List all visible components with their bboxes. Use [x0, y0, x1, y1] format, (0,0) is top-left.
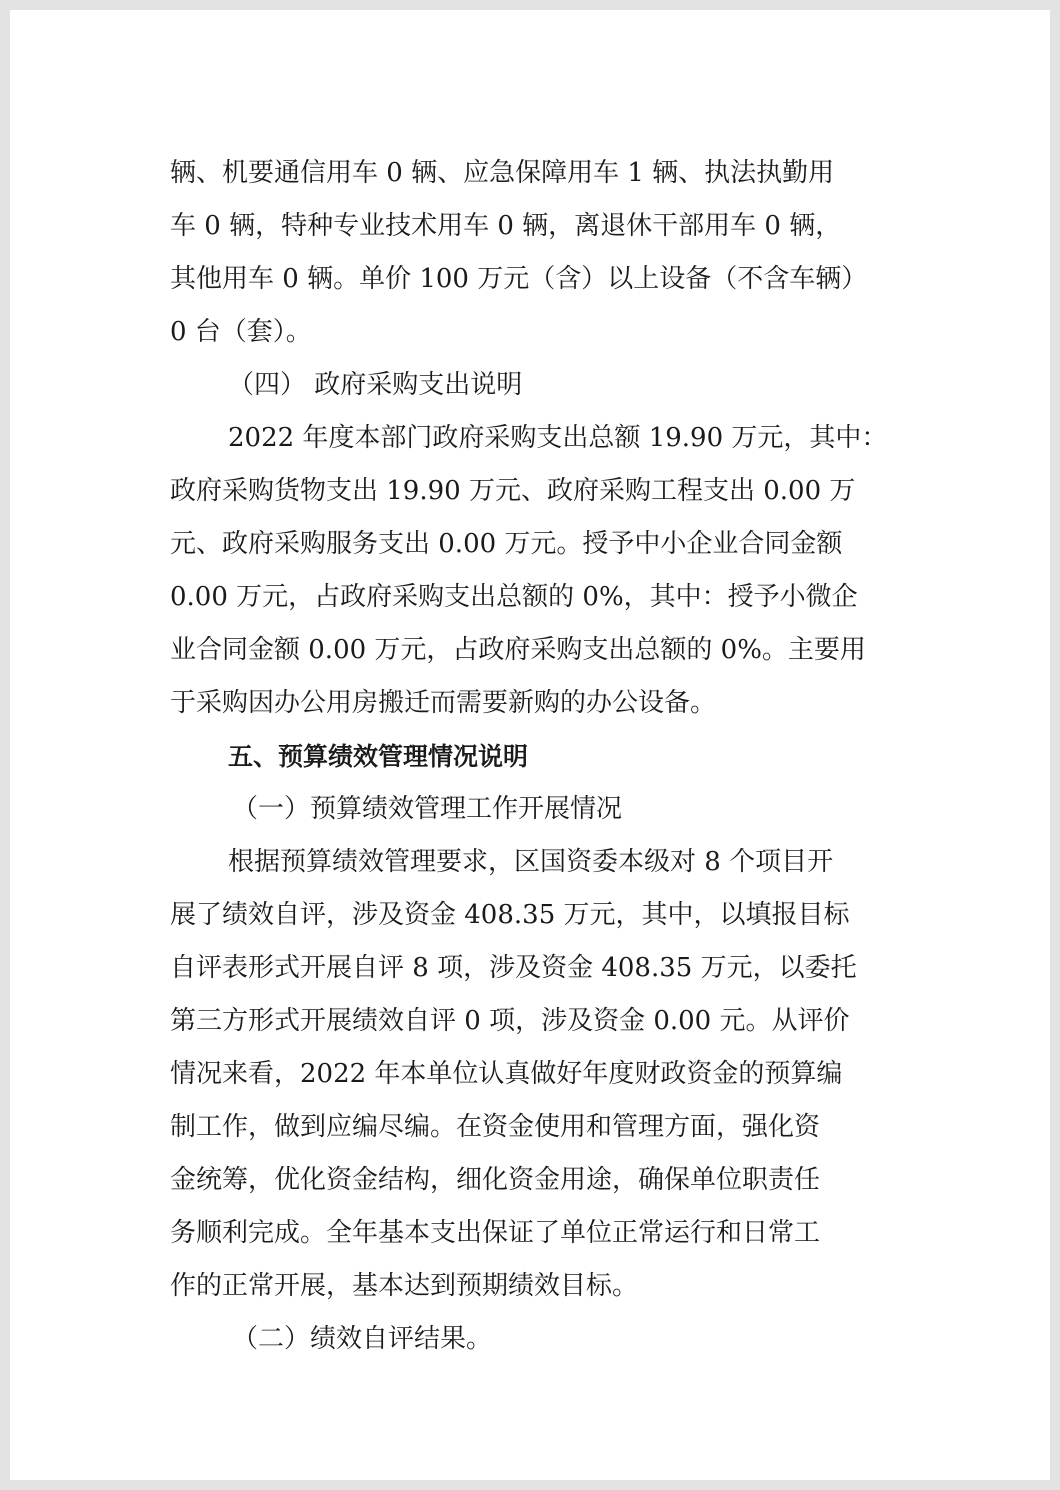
section-five-heading: 五、预算绩效管理情况说明: [228, 742, 529, 771]
text-line: 2022 年度本部门政府采购支出总额 19.90 万元，其中：: [228, 423, 888, 453]
text-line: 第三方形式开展绩效自评 0 项，涉及资金 0.00 元。从评价: [170, 1006, 850, 1036]
text-line: 情况来看，2022 年本单位认真做好年度财政资金的预算编: [170, 1059, 843, 1089]
text-line: 其他用车 0 辆。单价 100 万元（含）以上设备（不含车辆）: [170, 264, 868, 294]
text-line: 金统筹，优化资金结构，细化资金用途，确保单位职责任: [170, 1165, 821, 1195]
paragraph-procurement: [170, 412, 900, 730]
text-line: 展了绩效自评，涉及资金 408.35 万元，其中，以填报目标: [170, 900, 850, 930]
subsection-1-heading: （一）预算绩效管理工作开展情况: [232, 794, 623, 824]
text-line: 业合同金额 0.00 万元，占政府采购支出总额的 0%。主要用: [170, 635, 866, 665]
document-page: [10, 10, 1050, 1480]
text-line: 制工作，做到应编尽编。在资金使用和管理方面，强化资: [170, 1112, 821, 1142]
text-line: 于采购因办公用房搬迁而需要新购的办公设备。: [170, 688, 717, 718]
text-line: 车 0 辆，特种专业技术用车 0 辆，离退休干部用车 0 辆，: [170, 211, 842, 241]
text-line: 根据预算绩效管理要求，区国资委本级对 8 个项目开: [228, 847, 834, 877]
document-body: [170, 147, 900, 1366]
subsection-2-heading: （二）绩效自评结果。: [232, 1324, 493, 1354]
text-line: 0.00 万元，占政府采购支出总额的 0%，其中：授予小微企: [170, 582, 858, 612]
paragraph-performance: [170, 836, 900, 1313]
text-line: 作的正常开展，基本达到预期绩效目标。: [170, 1271, 639, 1301]
text-line: 自评表形式开展自评 8 项，涉及资金 408.35 万元，以委托: [170, 953, 857, 983]
text-line: 元、政府采购服务支出 0.00 万元。授予中小企业合同金额: [170, 529, 843, 559]
text-line: 0 台（套）。: [170, 317, 312, 347]
paragraph-vehicles: [170, 147, 900, 359]
text-line: 辆、机要通信用车 0 辆、应急保障用车 1 辆、执法执勤用: [170, 158, 835, 188]
text-line: 务顺利完成。全年基本支出保证了单位正常运行和日常工: [170, 1218, 821, 1248]
text-line: 政府采购货物支出 19.90 万元、政府采购工程支出 0.00 万: [170, 476, 856, 506]
section-4-heading: （四） 政府采购支出说明: [228, 370, 523, 400]
